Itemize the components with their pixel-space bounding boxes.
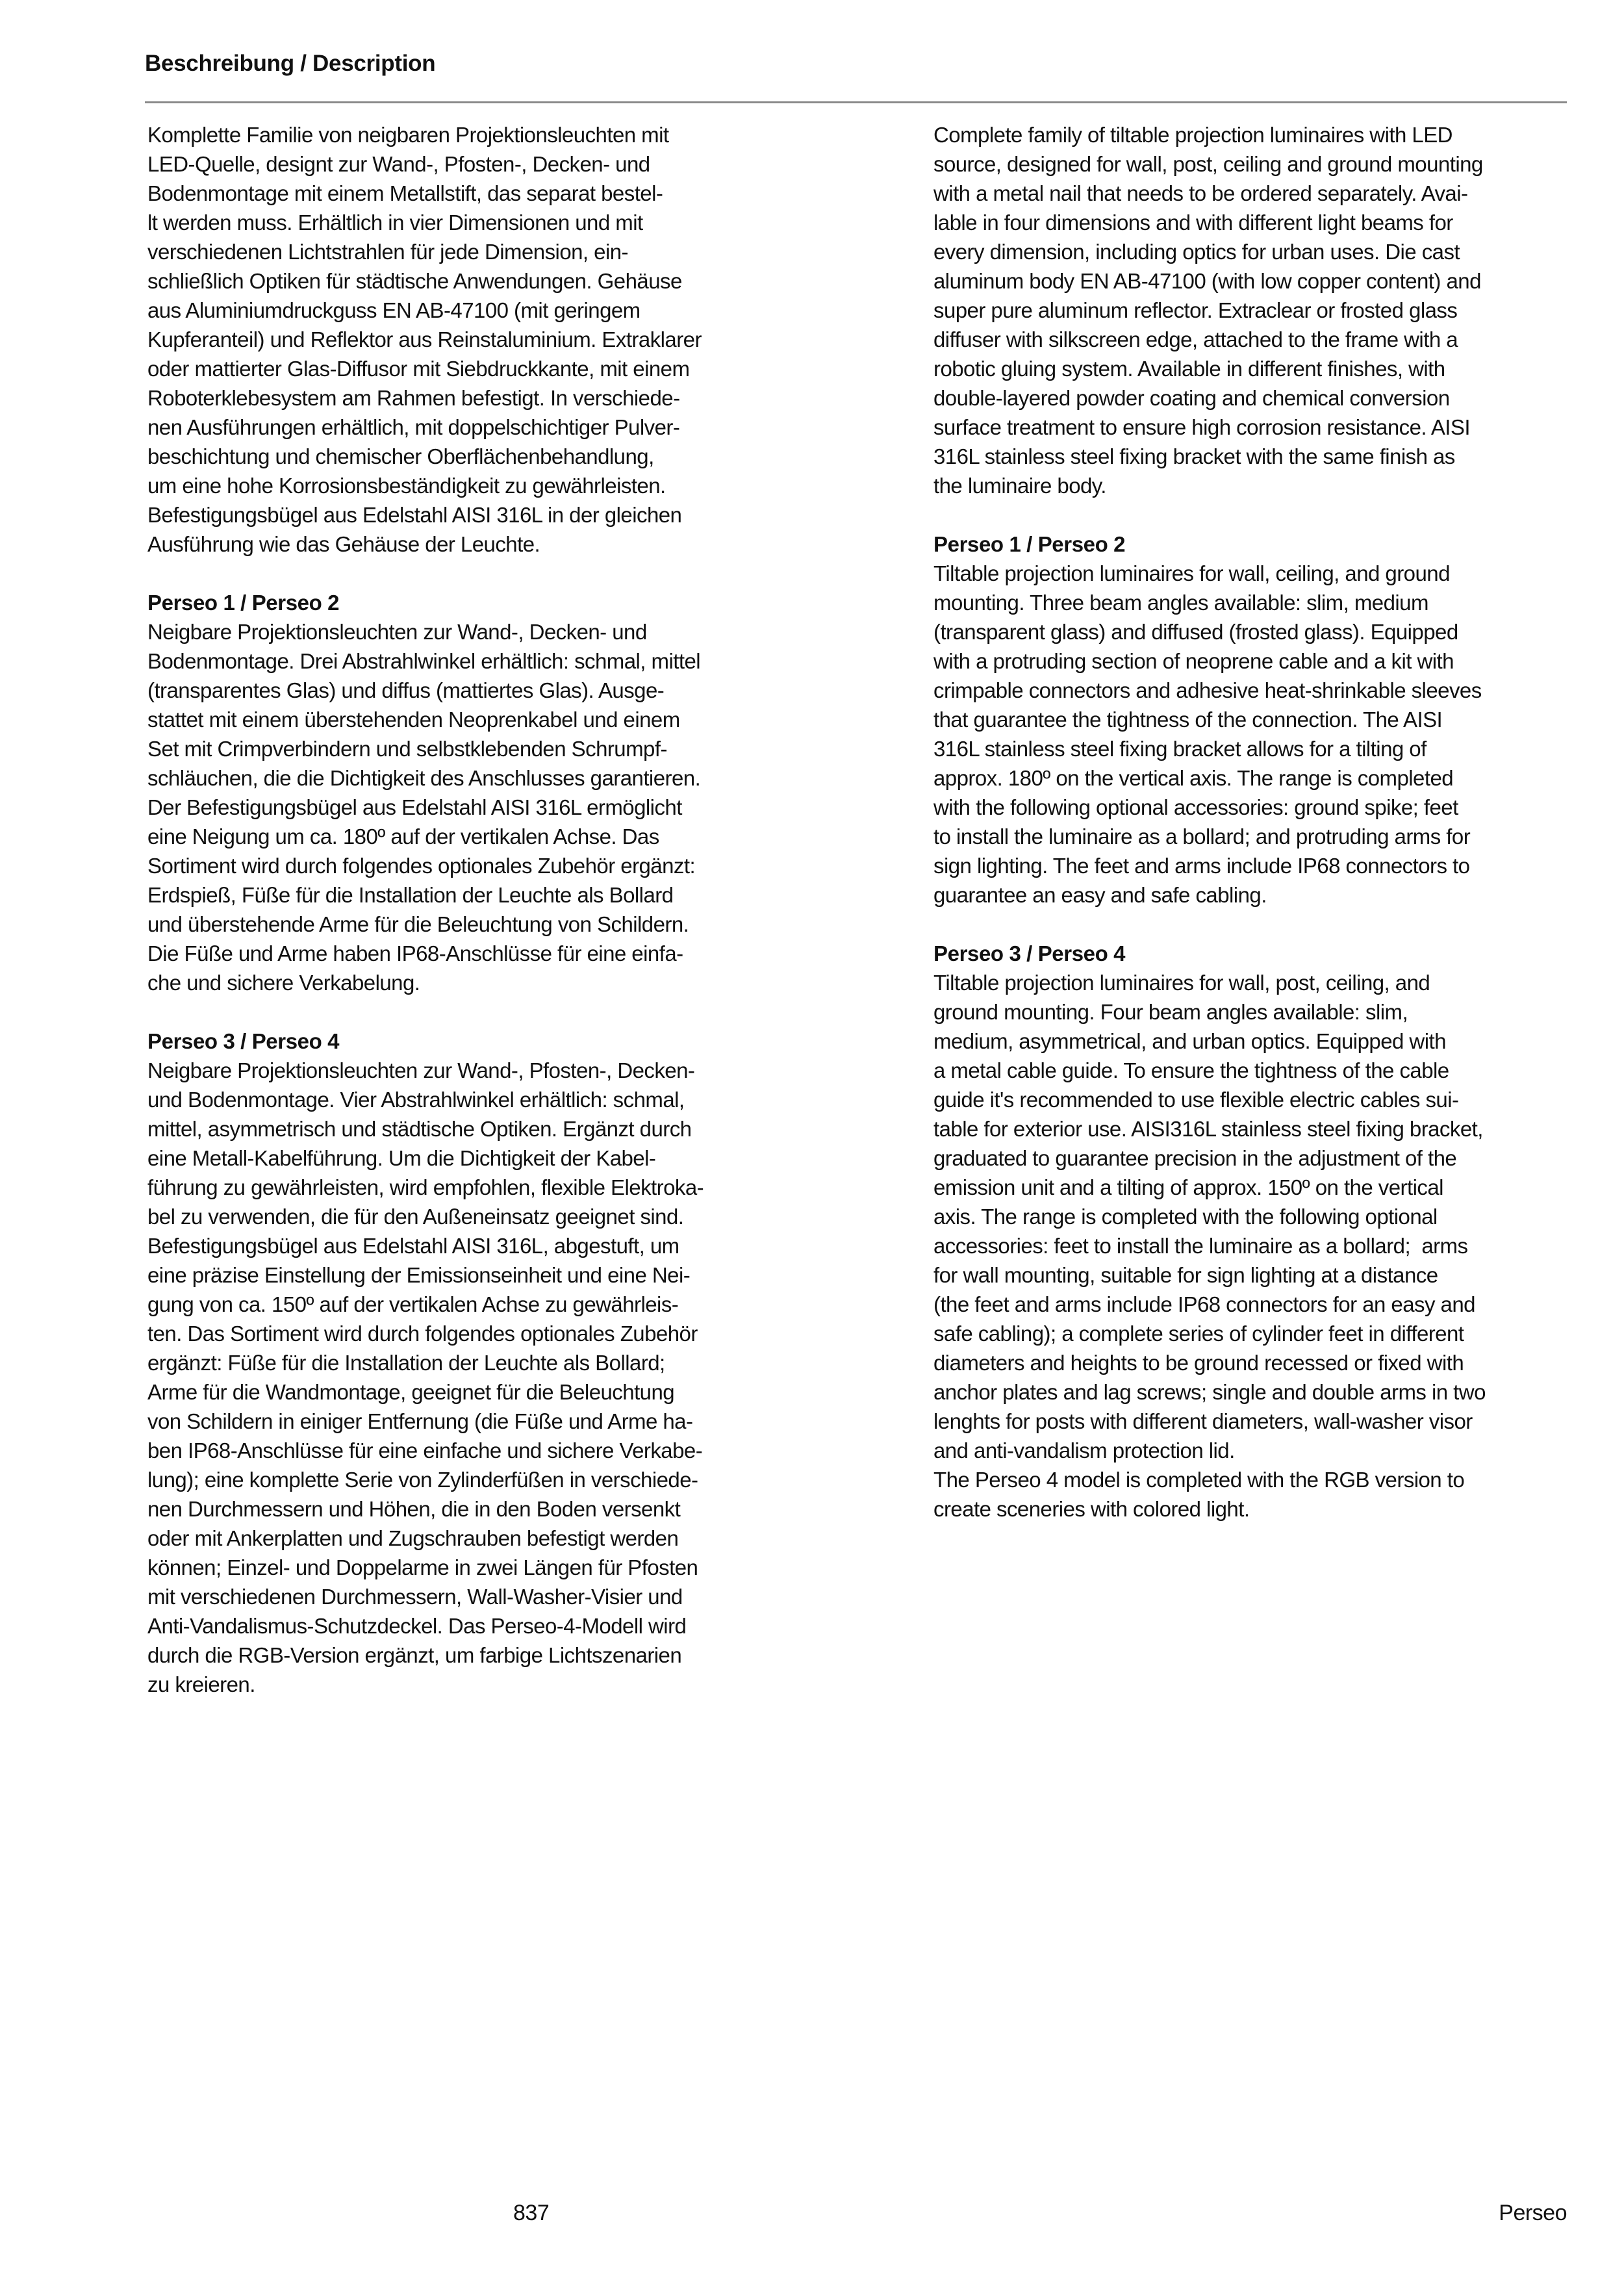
german-perseo-1-2-paragraph: [147, 617, 797, 997]
text-line: that guarantee the tightness of the connection. The AISI: [933, 708, 1443, 732]
text-line: und Bodenmontage. Vier Abstrahlwinkel erhältlich: schmal,: [147, 1088, 685, 1112]
text-line: diameters and heights to be ground recessed or fixed with: [933, 1351, 1464, 1375]
text-line: bel zu verwenden, die für den Außeneinsatz geeignet sind.: [147, 1205, 684, 1229]
paragraph-gap: [933, 910, 1577, 939]
text-line: gung von ca. 150º auf der vertikalen Achse zu gewährleis-: [147, 1292, 679, 1316]
english-section-heading-perseo-1-2: Perseo 1 / Perseo 2: [933, 532, 1126, 556]
text-line: Ausführung wie das Gehäuse der Leuchte.: [147, 532, 540, 556]
page-number: 837: [513, 2201, 550, 2225]
paragraph-gap: [147, 997, 797, 1027]
text-line: table for exterior use. AISI316L stainless steel fixing bracket,: [933, 1117, 1483, 1141]
text-line: oder mattierter Glas-Diffusor mit Siebdruckkante, mit einem: [147, 357, 690, 381]
text-line: eine Neigung um ca. 180º auf der vertikalen Achse. Das: [147, 824, 659, 849]
text-line: Befestigungsbügel aus Edelstahl AISI 316L, abgestuft, um: [147, 1234, 679, 1258]
text-line: aluminum body EN AB-47100 (with low copper content) and: [933, 269, 1481, 293]
text-line: Arme für die Wandmontage, geeignet für die Beleuchtung: [147, 1380, 675, 1404]
text-line: nen Durchmessern und Höhen, die in den Boden versenkt: [147, 1497, 681, 1521]
text-line: anchor plates and lag screws; single and double arms in two: [933, 1380, 1486, 1404]
text-line: Set mit Crimpverbindern und selbstklebenden Schrumpf-: [147, 737, 667, 761]
text-line: ground mounting. Four beam angles available: slim,: [933, 1000, 1408, 1024]
text-line: Befestigungsbügel aus Edelstahl AISI 316L in der gleichen: [147, 503, 682, 527]
text-line: a metal cable guide. To ensure the tightness of the cable: [933, 1058, 1449, 1082]
text-line: schließlich Optiken für städtische Anwendungen. Gehäuse: [147, 269, 682, 293]
text-line: und überstehende Arme für die Beleuchtung von Schildern.: [147, 912, 689, 936]
text-line: with a metal nail that needs to be ordered separately. Avai-: [933, 181, 1468, 205]
text-line: (the feet and arms include IP68 connectors for an easy and: [933, 1292, 1475, 1316]
text-line: Die Füße und Arme haben IP68-Anschlüsse für eine einfa-: [147, 941, 683, 965]
text-line: lable in four dimensions and with different light beams for: [933, 211, 1453, 235]
text-line: crimpable connectors and adhesive heat-shrinkable sleeves: [933, 678, 1482, 702]
text-line: Sortiment wird durch folgendes optionales Zubehör ergänzt:: [147, 854, 696, 878]
text-line: Tiltable projection luminaires for wall, ceiling, and ground: [933, 561, 1450, 585]
text-line: and anti-vandalism protection lid.: [933, 1438, 1235, 1463]
text-line: von Schildern in einiger Entfernung (die Füße und Arme ha-: [147, 1409, 693, 1433]
paragraph-gap: [147, 559, 797, 588]
text-line: medium, asymmetrical, and urban optics. Equipped with: [933, 1029, 1446, 1053]
text-line: ergänzt: Füße für die Installation der Leuchte als Bollard;: [147, 1351, 665, 1375]
text-line: beschichtung und chemischer Oberflächenbehandlung,: [147, 444, 654, 468]
text-line: with the following optional accessories: ground spike; feet: [933, 795, 1458, 819]
text-line: können; Einzel- und Doppelarme in zwei Längen für Pfosten: [147, 1555, 698, 1579]
text-line: um eine hohe Korrosionsbeständigkeit zu gewährleisten.: [147, 474, 666, 498]
text-line: accessories: feet to install the luminaire as a bollard; arms: [933, 1234, 1468, 1258]
text-line: führung zu gewährleisten, wird empfohlen, flexible Elektroka-: [147, 1175, 704, 1199]
text-line: graduated to guarantee precision in the adjustment of the: [933, 1146, 1457, 1170]
text-line: mit verschiedenen Durchmessern, Wall-Washer-Visier und: [147, 1585, 683, 1609]
german-section-heading-perseo-1-2: Perseo 1 / Perseo 2: [147, 591, 340, 615]
text-line: sign lighting. The feet and arms include IP68 connectors to: [933, 854, 1470, 878]
text-line: Bodenmontage mit einem Metallstift, das separat bestel-: [147, 181, 663, 205]
text-line: zu kreieren.: [147, 1672, 255, 1696]
english-intro-paragraph: [933, 120, 1577, 500]
text-line: every dimension, including optics for urban uses. Die cast: [933, 240, 1460, 264]
page-title: Beschreibung / Description: [145, 51, 436, 76]
text-line: guide it's recommended to use flexible electric cables sui-: [933, 1088, 1459, 1112]
text-line: Neigbare Projektionsleuchten zur Wand-, Pfosten-, Decken-: [147, 1058, 695, 1082]
text-line: double-layered powder coating and chemical conversion: [933, 386, 1450, 410]
text-line: oder mit Ankerplatten und Zugschrauben befestigt werden: [147, 1526, 679, 1550]
text-line: Roboterklebesystem am Rahmen befestigt. In verschiede-: [147, 386, 680, 410]
text-line: 316L stainless steel fixing bracket allows for a tilting of: [933, 737, 1427, 761]
text-line: nen Ausführungen erhältlich, mit doppelschichtiger Pulver-: [147, 415, 680, 439]
text-line: 316L stainless steel fixing bracket with the same finish as: [933, 444, 1455, 468]
text-line: Tiltable projection luminaires for wall, post, ceiling, and: [933, 971, 1430, 995]
german-section-heading-perseo-3-4: Perseo 3 / Perseo 4: [147, 1029, 340, 1053]
english-column: [933, 120, 1577, 1524]
text-line: schläuchen, die die Dichtigkeit des Anschlusses garantieren.: [147, 766, 701, 790]
text-line: Complete family of tiltable projection luminaires with LED: [933, 123, 1453, 147]
text-line: che und sichere Verkabelung.: [147, 971, 420, 995]
text-line: emission unit and a tilting of approx. 150º on the vertical: [933, 1175, 1443, 1199]
text-line: Bodenmontage. Drei Abstrahlwinkel erhältlich: schmal, mittel: [147, 649, 701, 673]
text-line: source, designed for wall, post, ceiling and ground mounting: [933, 152, 1483, 176]
text-line: stattet mit einem überstehenden Neoprenkabel und einem: [147, 708, 680, 732]
text-line: for wall mounting, suitable for sign lighting at a distance: [933, 1263, 1438, 1287]
text-line: (transparentes Glas) und diffus (mattiertes Glas). Ausge-: [147, 678, 665, 702]
text-line: surface treatment to ensure high corrosion resistance. AISI: [933, 415, 1470, 439]
text-line: Neigbare Projektionsleuchten zur Wand-, Decken- und: [147, 620, 647, 644]
english-perseo-3-4-paragraph: [933, 968, 1577, 1524]
text-line: lt werden muss. Erhältlich in vier Dimensionen und mit: [147, 211, 643, 235]
text-line: aus Aluminiumdruckguss EN AB-47100 (mit geringem: [147, 298, 641, 322]
english-section-heading-perseo-3-4: Perseo 3 / Perseo 4: [933, 941, 1126, 965]
text-line: robotic gluing system. Available in different finishes, with: [933, 357, 1445, 381]
text-line: approx. 180º on the vertical axis. The range is completed: [933, 766, 1454, 790]
text-line: LED-Quelle, designt zur Wand-, Pfosten-, Decken- und: [147, 152, 650, 176]
text-line: lenghts for posts with different diameters, wall-washer visor: [933, 1409, 1473, 1433]
text-line: to install the luminaire as a bollard; and protruding arms for: [933, 824, 1471, 849]
text-line: eine präzise Einstellung der Emissionseinheit und eine Nei-: [147, 1263, 691, 1287]
text-line: diffuser with silkscreen edge, attached to the frame with a: [933, 327, 1458, 351]
text-line: Erdspieß, Füße für die Installation der Leuchte als Bollard: [147, 883, 674, 907]
german-column: [147, 120, 797, 1699]
footer-product-name: Perseo: [1499, 2201, 1567, 2225]
text-line: super pure aluminum reflector. Extraclear or frosted glass: [933, 298, 1458, 322]
text-line: Anti-Vandalismus-Schutzdeckel. Das Perseo-4-Modell wird: [147, 1614, 687, 1638]
text-line: lung); eine komplette Serie von Zylinderfüßen in verschiede-: [147, 1468, 698, 1492]
text-line: Kupferanteil) und Reflektor aus Reinstaluminium. Extraklarer: [147, 327, 702, 351]
text-line: axis. The range is completed with the following optional: [933, 1205, 1438, 1229]
german-intro-paragraph: [147, 120, 797, 559]
german-perseo-3-4-paragraph: [147, 1056, 797, 1699]
text-line: with a protruding section of neoprene cable and a kit with: [933, 649, 1454, 673]
text-line: guarantee an easy and safe cabling.: [933, 883, 1267, 907]
text-line: Der Befestigungsbügel aus Edelstahl AISI 316L ermöglicht: [147, 795, 682, 819]
text-line: mounting. Three beam angles available: slim, medium: [933, 591, 1428, 615]
text-line: durch die RGB-Version ergänzt, um farbige Lichtszenarien: [147, 1643, 682, 1667]
text-line: verschiedenen Lichtstrahlen für jede Dimension, ein-: [147, 240, 628, 264]
header-divider: [145, 101, 1567, 103]
text-line: (transparent glass) and diffused (frosted glass). Equipped: [933, 620, 1458, 644]
text-line: the luminaire body.: [933, 474, 1106, 498]
text-line: ten. Das Sortiment wird durch folgendes optionales Zubehör: [147, 1322, 698, 1346]
text-line: safe cabling); a complete series of cylinder feet in different: [933, 1322, 1464, 1346]
english-perseo-1-2-paragraph: [933, 559, 1577, 910]
text-line: create sceneries with colored light.: [933, 1497, 1250, 1521]
paragraph-gap: [933, 500, 1577, 530]
text-line: mittel, asymmetrisch und städtische Optiken. Ergänzt durch: [147, 1117, 692, 1141]
text-line: The Perseo 4 model is completed with the RGB version to: [933, 1468, 1465, 1492]
text-line: ben IP68-Anschlüsse für eine einfache und sichere Verkabe-: [147, 1438, 703, 1463]
text-line: Komplette Familie von neigbaren Projektionsleuchten mit: [147, 123, 669, 147]
text-line: eine Metall-Kabelführung. Um die Dichtigkeit der Kabel-: [147, 1146, 656, 1170]
